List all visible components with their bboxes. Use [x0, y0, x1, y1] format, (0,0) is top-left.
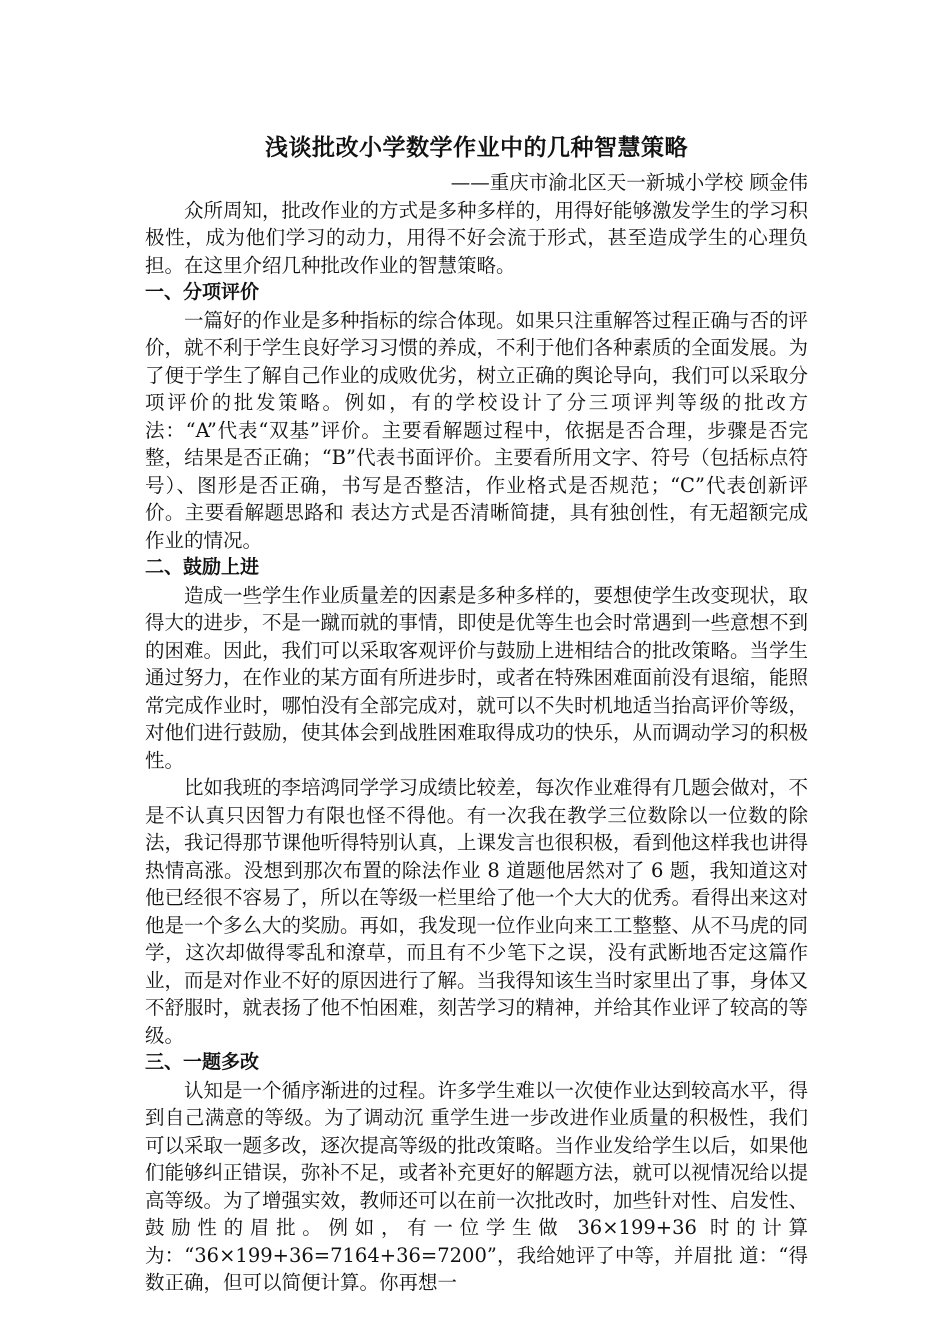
- section-heading-1: 一、分项评价: [145, 281, 260, 303]
- document-title: 浅谈批改小学数学作业中的几种智慧策略: [265, 135, 688, 161]
- document-page: [145, 133, 808, 1297]
- section-heading-2: 二、鼓励上进: [145, 556, 260, 578]
- section-2-paragraph-1: 造成一些学生作业质量差的因素是多种多样的，要想使学生改变现状，取得大的进步，不是一蹴而就的事情，即使是优等生也会时常遇到一些意想不到的困难。因此，我们可以采取客观评价与鼓励上进相结合的批改策略。当学生通过努力，在作业的某方面有所进步时，或者在特殊困难面前没有退缩，能照常完成作业时，哪怕没有全部完成对，就可以不失时机地适当抬高评价等级，对他们进行鼓励，使其体会到战胜困难取得成功的快乐，从而调动学习的积极性。: [145, 583, 809, 772]
- section-3-paragraph-1: 认知是一个循序渐进的过程。许多学生难以一次使作业达到较高水平，得到自己满意的等级。为了调动沉 重学生进一步改进作业质量的积极性，我们可以采取一题多改，逐次提高等级的批改策略。当作业发给学生以后，如果他们能够纠正错误，弥补不足，或者补充更好的解题方法，就可以视情况给以提高等级。为了增强实效，教师还可以在前一次批改时，加些针对性、启发性、鼓励性的眉批。例如，有一位学生做 36×199+36 时的计算为：“36×199+36=7164+36=7200”，我给她评了中等，并眉批 道：“得数正确，但可以简便计算。你再想一: [145, 1078, 809, 1294]
- intro-paragraph: 众所周知，批改作业的方式是多种多样的，用得好能够激发学生的学习积极性，成为他们学习的动力，用得不好会流于形式，甚至造成学生的心理负担。在这里介绍几种批改作业的智慧策略。: [145, 198, 809, 277]
- author-byline: ——重庆市渝北区天一新城小学校 顾金伟: [450, 171, 808, 194]
- section-1-paragraph-1: 一篇好的作业是多种指标的综合体现。如果只注重解答过程正确与否的评价，就不利于学生良好学习习惯的养成，不利于他们各种素质的全面发展。为了便于学生了解自己作业的成败优劣，树立正确的舆论导向，我们可以采取分项评价的批发策略。例如，有的学校设计了分三项评判等级的批改方法：“A”代表“双基”评价。主要看解题过程中，依据是否合理，步骤是否完整，结果是否正确；“B”代表书面评价。主要看所用文字、符号（包括标点符号）、图形是否正确，书写是否整洁，作业格式是否规范；“C”代表创新评价。主要看解题思路和 表达方式是否清晰简捷，具有独创性，有无超额完成作业的情况。: [145, 308, 809, 552]
- section-heading-3: 三、一题多改: [145, 1051, 260, 1073]
- section-2-paragraph-2: 比如我班的李培鸿同学学习成绩比较差，每次作业难得有几题会做对，不是不认真只因智力有限也怪不得他。有一次我在教学三位数除以一位数的除法，我记得那节课他听得特别认真，上课发言也很积极，看到他这样我也讲得热情高涨。没想到那次布置的除法作业 8 道题他居然对了 6 题，我知道这对他已经很不容易了，所以在等级一栏里给了他一个大大的优秀。看得出来这对他是一个多么大的奖励。再如，我发现一位作业向来工工整整、从不马虎的同学，这次却做得零乱和潦草，而且有不少笔下之误，没有武断地否定这篇作业，而是对作业不好的原因进行了解。当我得知该生当时家里出了事，身体又不舒服时，就表扬了他不怕困难，刻苦学习的精神，并给其作业评了较高的等级。: [145, 776, 809, 1047]
